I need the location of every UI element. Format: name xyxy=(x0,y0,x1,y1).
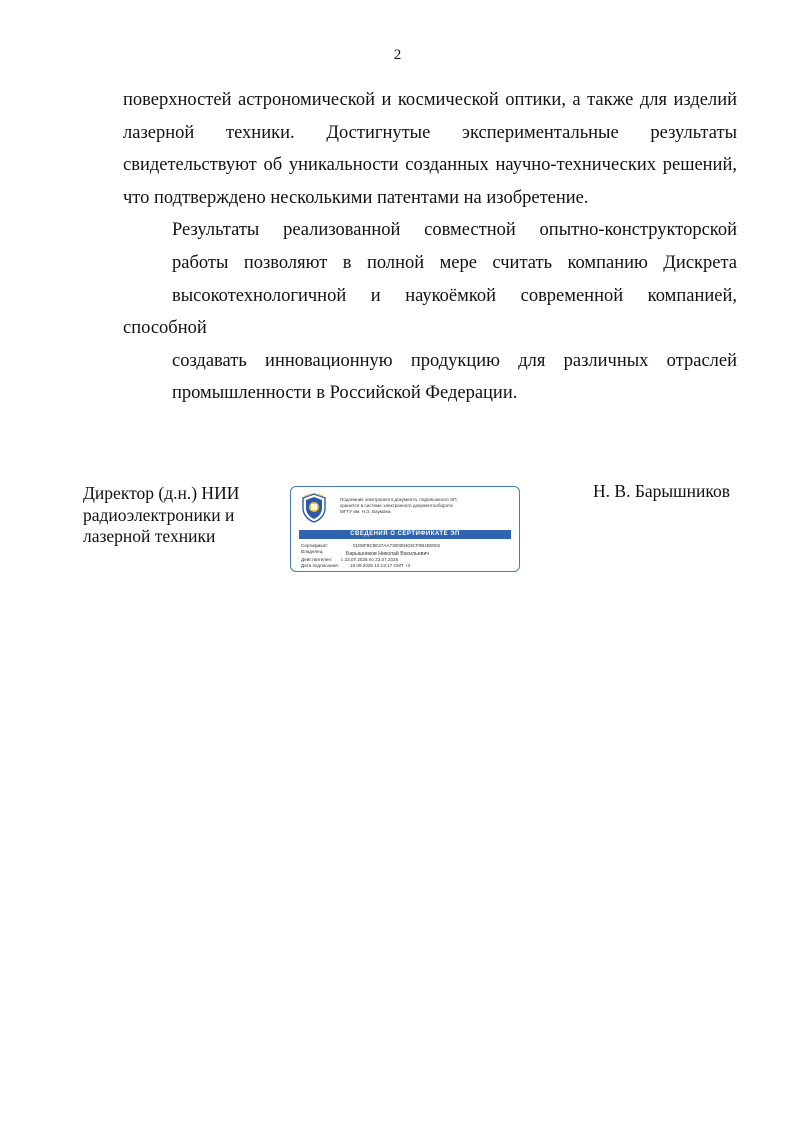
date-label: Дата подписания: xyxy=(301,563,339,568)
stamp-owner-row xyxy=(301,549,430,557)
owner-value: Барышников Николай Васильевич xyxy=(346,551,430,557)
valid-value: с 23.07.2025 по 23.07.2026 xyxy=(341,557,399,562)
certificate-label: Сертификат: xyxy=(301,543,329,548)
paragraph-2-line: промышленности в Российской Федерации. xyxy=(172,383,518,404)
stamp-header xyxy=(340,497,516,515)
page-number: 2 xyxy=(393,47,402,63)
paragraph-2-line: высокотехнологичной и наукоёмкой современной компанией, способной xyxy=(123,285,737,339)
owner-label: Владелец: xyxy=(301,549,324,554)
paragraph-1-line: что подтверждено несколькими патентами на изобретение. xyxy=(123,187,589,208)
stamp-header-line: Подлинник электронного документа, подписанного ЭП, xyxy=(340,497,458,502)
valid-label: Действителен: xyxy=(301,557,333,562)
stamp-date-row xyxy=(301,563,411,569)
certificate-value: 01D8F8C9E37AA730000403CF0B1B0002 xyxy=(353,543,441,548)
stamp-header-line: хранится в системе электронного документооборота xyxy=(340,503,453,508)
body-text xyxy=(123,84,737,410)
paragraph-2 xyxy=(123,214,737,410)
paragraph-1-line: лазерной техники. Достигнутые экспериментальные результаты xyxy=(123,122,737,143)
position-line: Директор (д.н.) НИИ xyxy=(83,483,240,503)
stamp-header-line: МГТУ им. Н.Э. Баумана xyxy=(340,509,391,514)
stamp-title: СВЕДЕНИЯ О СЕРТИФИКАТЕ ЭП xyxy=(299,530,511,539)
signatory-name: Н. В. Барышников xyxy=(593,481,730,501)
date-value: 18.09.2025 12:13:17 GMT +3 xyxy=(350,563,411,568)
position-line: радиоэлектроники и xyxy=(83,504,235,525)
position-line: лазерной техники xyxy=(83,526,216,546)
signatory-position xyxy=(83,483,283,548)
electronic-signature-stamp xyxy=(290,486,520,572)
paragraph-1 xyxy=(123,84,737,214)
paragraph-2-line: работы позволяют в полной мере считать компанию Дискрета xyxy=(172,252,737,273)
paragraph-2-line: создавать инновационную продукцию для различных отраслей xyxy=(172,350,737,371)
paragraph-2-line: Результаты реализованной совместной опытно-конструкторской xyxy=(172,220,737,241)
paragraph-1-line: свидетельствуют об уникальности созданных научно-технических решений, xyxy=(123,155,737,176)
paragraph-1-line: поверхностей астрономической и космической оптики, а также для изделий xyxy=(123,90,737,110)
university-emblem-icon xyxy=(301,493,327,523)
